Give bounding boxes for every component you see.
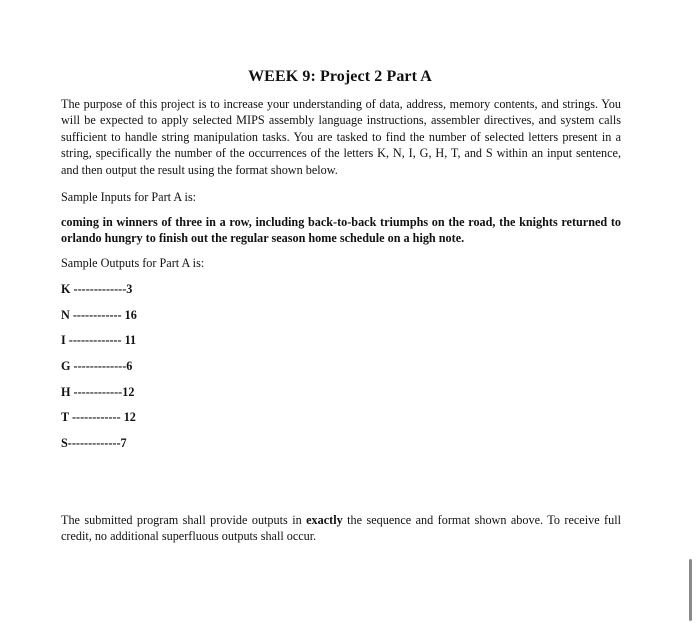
output-line-h: H ------------12 <box>61 384 135 399</box>
sample-outputs-label: Sample Outputs for Part A is: <box>61 256 205 270</box>
page-title: WEEK 9: Project 2 Part A <box>248 68 432 85</box>
requirements-note <box>61 512 621 545</box>
output-line-t: T ------------ 12 <box>61 410 136 425</box>
sample-output-list <box>61 281 137 461</box>
output-line-s: S-------------7 <box>61 436 127 451</box>
note-text-before: The submitted program shall provide outputs in <box>61 513 307 527</box>
sample-inputs-label: Sample Inputs for Part A is: <box>61 190 197 204</box>
output-line-g: G -------------6 <box>61 359 133 374</box>
output-line-n: N ------------ 16 <box>61 307 137 322</box>
vertical-scrollbar[interactable] <box>689 559 692 621</box>
note-emphasis: exactly <box>306 513 343 527</box>
note-text-after: the sequence and format shown above. To receive full credit, no additional superfluous outputs shall occur. <box>61 513 621 544</box>
intro-paragraph: The purpose of this project is to increase your understanding of data, address, memory contents, and strings. You will be expected to apply selected MIPS assembly language instructions, assembler directives, and system calls sufficient to handle string manipulation tasks. You are tasked to find the number of selected letters present in a string, specifically the number of the occurrences of the letters K, N, I, G, H, T, and S within an input sentence, and then output the result using the format shown below. <box>61 97 621 177</box>
output-line-i: I ------------- 11 <box>61 333 137 348</box>
sample-input-text: coming in winners of three in a row, including back-to-back triumphs on the road, the knights returned to orlando hungry to finish out the regular season home schedule on a high note. <box>61 215 621 246</box>
output-line-k: K -------------3 <box>61 282 133 296</box>
